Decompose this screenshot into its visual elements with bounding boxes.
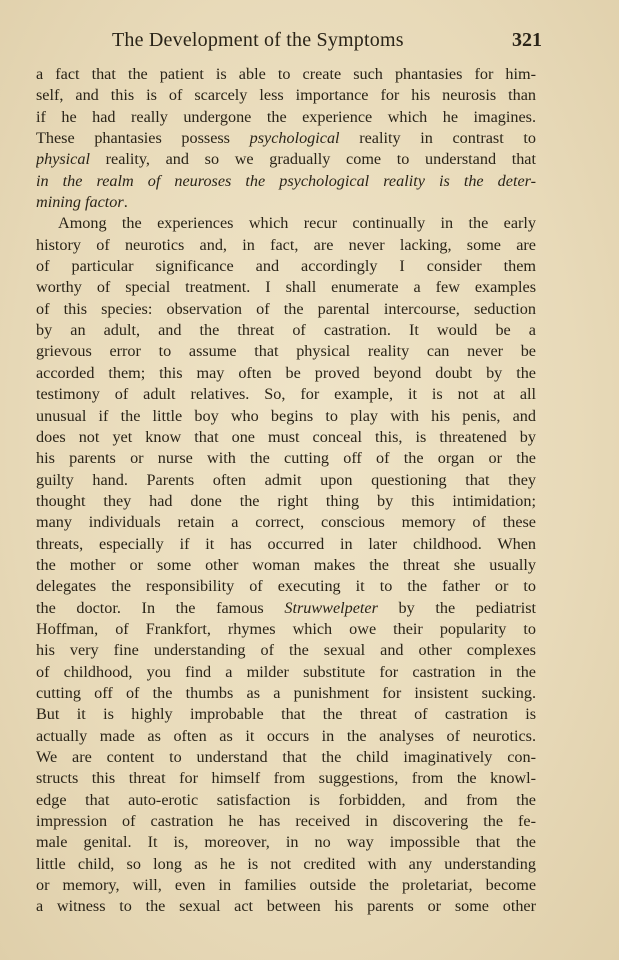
text-line — [36, 192, 536, 213]
text-line — [36, 811, 536, 832]
text-line — [36, 320, 536, 341]
text-run: impression of castration he has received in discovering the fe- — [36, 812, 536, 831]
text-run: of particular significance and accordingly I consider them — [36, 257, 536, 276]
text-line — [36, 128, 536, 149]
text-run: by an adult, and the threat of castration. It would be a — [36, 321, 536, 340]
text-line — [36, 235, 536, 256]
running-title: The Development of the Symptoms — [112, 29, 404, 51]
text-run: accorded them; this may often be proved beyond doubt by the — [36, 363, 536, 382]
running-head — [112, 27, 542, 53]
text-run: worthy of special treatment. I shall enumerate a few examples — [36, 278, 536, 297]
text-run: the mother or some other woman makes the threat she usually — [36, 555, 536, 574]
text-run: of this species: observation of the parental intercourse, seduction — [36, 299, 536, 318]
text-run: his parents or nurse with the cutting off of the organ or the — [36, 449, 536, 468]
text-line — [36, 598, 536, 619]
italic-text: physical — [36, 150, 90, 169]
text-run: self, and this is of scarcely less importance for his neurosis than — [36, 86, 536, 105]
text-run: reality in contrast to — [339, 129, 536, 148]
text-run: history of neurotics and, in fact, are never lacking, some are — [36, 235, 536, 254]
text-line — [36, 854, 536, 875]
text-run: cutting off of the thumbs as a punishment for insistent sucking. — [36, 683, 536, 702]
text-run: a witness to the sexual act between his parents or some other — [36, 897, 536, 916]
text-run: a fact that the patient is able to create such phantasies for him- — [36, 65, 536, 83]
text-run: male genital. It is, moreover, in no way impossible that the — [36, 833, 536, 852]
text-run: the doctor. In the famous — [36, 598, 285, 617]
text-line — [36, 448, 536, 469]
text-run: by the pediatrist — [377, 598, 536, 617]
text-line — [36, 747, 536, 768]
text-line — [36, 277, 536, 298]
text-run: if he had really undergone the experience which he imagines. — [36, 107, 536, 126]
text-run: grievous error to assume that physical reality can never be — [36, 342, 536, 361]
text-line — [36, 534, 536, 555]
page-number: 321 — [512, 29, 542, 51]
text-line — [36, 470, 536, 491]
text-line — [36, 406, 536, 427]
text-run: or memory, will, even in families outside the proletariat, become — [36, 876, 536, 895]
text-line — [36, 875, 536, 896]
text-run: his very fine understanding of the sexual and other complexes — [36, 641, 536, 660]
text-line — [36, 256, 536, 277]
text-line — [36, 662, 536, 683]
text-run: many individuals retain a correct, conscious memory of these — [36, 513, 536, 532]
text-line — [36, 726, 536, 747]
text-run: delegates the responsibility of executing it to the father or to — [36, 577, 536, 596]
text-run: of childhood, you find a milder substitute for castration in the — [36, 662, 536, 681]
text-line — [36, 832, 536, 853]
text-line — [36, 341, 536, 362]
text-run: These phantasies possess — [36, 129, 250, 148]
text-line — [36, 512, 536, 533]
text-line — [36, 427, 536, 448]
text-line — [36, 384, 536, 405]
text-line — [36, 299, 536, 320]
text-run: does not yet know that one must conceal this, is threatened by — [36, 427, 536, 446]
text-line — [36, 683, 536, 704]
text-run: . — [123, 193, 128, 212]
text-line — [36, 790, 536, 811]
body-text — [36, 64, 536, 918]
text-run: edge that auto-erotic satisfaction is forbidden, and from the — [36, 790, 536, 809]
text-run: structs this threat for himself from suggestions, from the knowl- — [36, 769, 536, 788]
italic-text: psychological — [249, 129, 340, 148]
text-run: actually made as often as it occurs in the analyses of neurotics. — [36, 726, 536, 745]
text-run: But it is highly improbable that the threat of castration is — [36, 705, 536, 724]
text-line — [36, 213, 536, 234]
text-line — [36, 149, 536, 170]
text-run: testimony of adult relatives. So, for example, it is not at all — [36, 385, 536, 404]
text-run: We are content to understand that the child imaginatively con- — [36, 748, 536, 766]
italic-text: mining factor — [36, 193, 124, 212]
text-line — [36, 640, 536, 661]
text-line — [36, 576, 536, 597]
text-run: guilty hand. Parents often admit upon questioning that they — [36, 470, 536, 489]
text-line — [36, 64, 536, 85]
text-line — [36, 768, 536, 789]
text-line — [36, 491, 536, 512]
italic-text: in the realm of neuroses the psychological reality is the deter- — [36, 171, 536, 190]
text-line — [36, 704, 536, 725]
text-line — [36, 171, 536, 192]
text-line — [36, 896, 536, 917]
italic-text: Struwwelpeter — [284, 598, 378, 617]
text-line — [36, 107, 536, 128]
text-line — [36, 85, 536, 106]
text-run: Hoffman, of Frankfort, rhymes which owe their popularity to — [36, 619, 536, 638]
text-run: thought they had done the right thing by this intimidation; — [36, 491, 536, 510]
text-run: little child, so long as he is not credited with any understanding — [36, 854, 536, 873]
text-line — [36, 555, 536, 576]
text-run: reality, and so we gradually come to understand that — [89, 150, 536, 169]
text-run: threats, especially if it has occurred in later childhood. When — [36, 534, 536, 553]
text-line — [36, 619, 536, 640]
text-line — [36, 363, 536, 384]
text-run: unusual if the little boy who begins to play with his penis, and — [36, 406, 536, 425]
text-run: Among the experiences which recur continually in the early — [58, 214, 536, 233]
